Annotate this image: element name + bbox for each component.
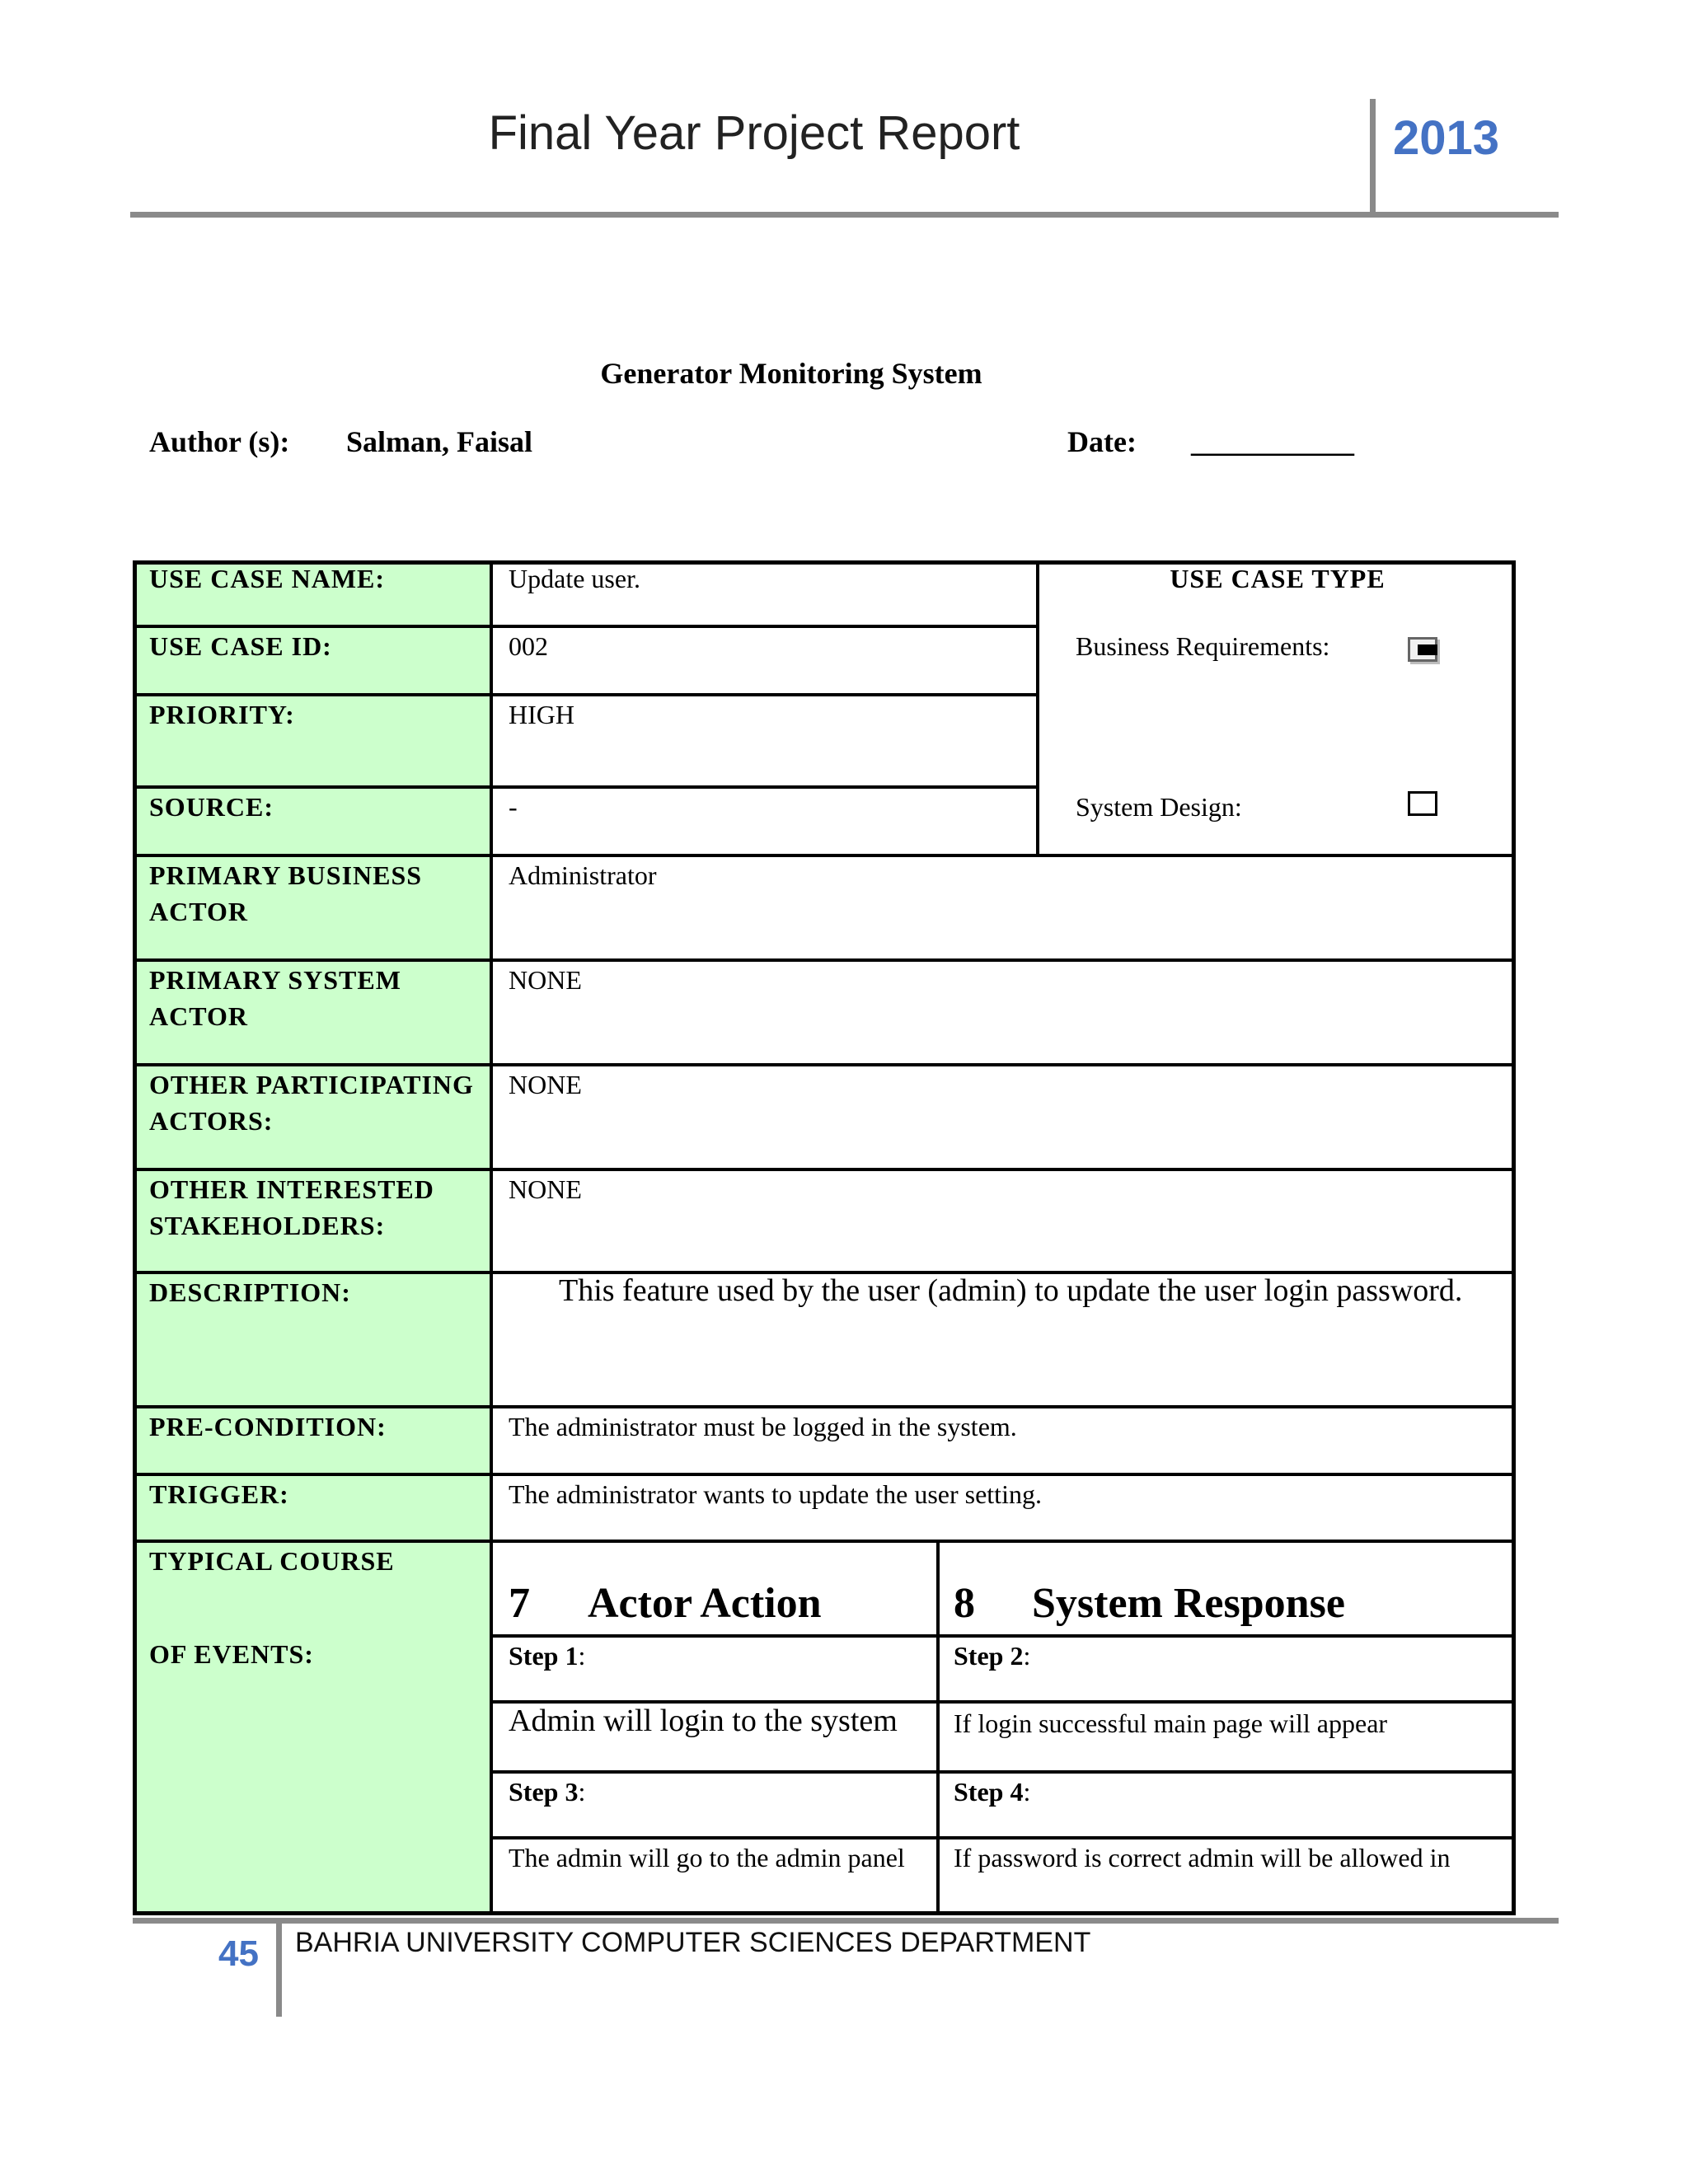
label-line: ACTOR [149, 897, 248, 926]
other-participating-actors-value: NONE [509, 1070, 582, 1099]
other-interested-stakeholders-value: NONE [509, 1174, 582, 1204]
step-number: Step 1 [509, 1641, 579, 1671]
date-label: Date: [1067, 425, 1137, 458]
source-label: SOURCE: [149, 792, 274, 822]
step-1-label [509, 1638, 585, 1674]
label-line: OTHER INTERESTED [149, 1174, 434, 1204]
footer-department: BAHRIA UNIVERSITY COMPUTER SCIENCES DEPARTMENT [295, 1927, 1091, 1958]
step-number: Step 2 [954, 1641, 1024, 1671]
step-number: Step 3 [509, 1777, 579, 1807]
typical-course-label: TYPICAL COURSE [149, 1546, 395, 1576]
system-response-number: 8 [954, 1580, 975, 1627]
events-divider [936, 1543, 940, 1912]
priority-label: PRIORITY: [149, 700, 295, 729]
step-2-label [954, 1638, 1030, 1674]
label-line: ACTORS: [149, 1106, 274, 1136]
label-line: PRIMARY BUSINESS [149, 860, 423, 890]
author-names: Salman, Faisal [346, 425, 533, 458]
use-case-id-value: 002 [509, 631, 548, 661]
author-label: Author (s): [149, 425, 290, 458]
label-line: OTHER PARTICIPATING [149, 1070, 474, 1099]
system-response-heading: System Response [1032, 1580, 1345, 1627]
trigger-value: The administrator wants to update the user setting. [509, 1479, 1042, 1509]
step-number: Step 4 [954, 1777, 1024, 1807]
system-design-checkbox[interactable] [1408, 791, 1437, 816]
other-interested-stakeholders-label [149, 1171, 434, 1244]
precondition-value: The administrator must be logged in the system. [509, 1412, 1017, 1441]
step-4-text: If password is correct admin will be allowed in [954, 1843, 1451, 1872]
step-1-text: Admin will login to the system [509, 1704, 898, 1738]
other-participating-actors-label [149, 1066, 474, 1139]
primary-system-actor-label [149, 962, 401, 1034]
step-2-text: If login successful main page will appear [954, 1708, 1388, 1738]
of-events-label: OF EVENTS: [149, 1639, 314, 1669]
step-colon: : [1023, 1641, 1031, 1671]
header-rule [130, 212, 1559, 218]
report-year: 2013 [1393, 111, 1500, 165]
report-header-title: Final Year Project Report [488, 106, 1020, 160]
step-colon: : [1023, 1777, 1031, 1807]
trigger-label: TRIGGER: [149, 1479, 289, 1509]
use-case-name-label: USE CASE NAME: [149, 564, 386, 593]
label-line: ACTOR [149, 1001, 248, 1031]
description-value: This feature used by the user (admin) to update the user login password. [559, 1273, 1463, 1308]
primary-business-actor-value: Administrator [509, 860, 657, 890]
step-colon: : [578, 1641, 586, 1671]
system-design-label: System Design: [1076, 792, 1242, 822]
business-requirements-label: Business Requirements: [1076, 631, 1330, 661]
column-divider [490, 560, 493, 1912]
source-value: - [509, 792, 518, 822]
footer-divider [276, 1918, 282, 2017]
actor-action-number: 7 [509, 1580, 530, 1627]
step-colon: : [578, 1777, 586, 1807]
use-case-type-heading: USE CASE TYPE [1170, 564, 1386, 593]
step-3-label [509, 1774, 585, 1810]
step-4-label [954, 1774, 1030, 1810]
use-case-name-value: Update user. [509, 564, 640, 593]
footer-rule [133, 1918, 1559, 1924]
step-3-text: The admin will go to the admin panel [509, 1843, 905, 1872]
description-label: DESCRIPTION: [149, 1277, 351, 1307]
precondition-label: PRE-CONDITION: [149, 1412, 387, 1441]
priority-value: HIGH [509, 700, 574, 729]
primary-business-actor-label [149, 857, 422, 930]
use-case-type-divider [1036, 560, 1039, 857]
label-line: STAKEHOLDERS: [149, 1211, 386, 1240]
date-value: ___________ [1191, 425, 1354, 458]
page-number: 45 [218, 1933, 259, 1974]
header-divider [1370, 99, 1376, 214]
checkbox-checked-mark [1418, 644, 1437, 655]
label-line: PRIMARY SYSTEM [149, 965, 401, 995]
use-case-id-label: USE CASE ID: [149, 631, 332, 661]
primary-system-actor-value: NONE [509, 965, 582, 995]
document-title: Generator Monitoring System [600, 357, 982, 390]
actor-action-heading: Actor Action [588, 1580, 822, 1627]
